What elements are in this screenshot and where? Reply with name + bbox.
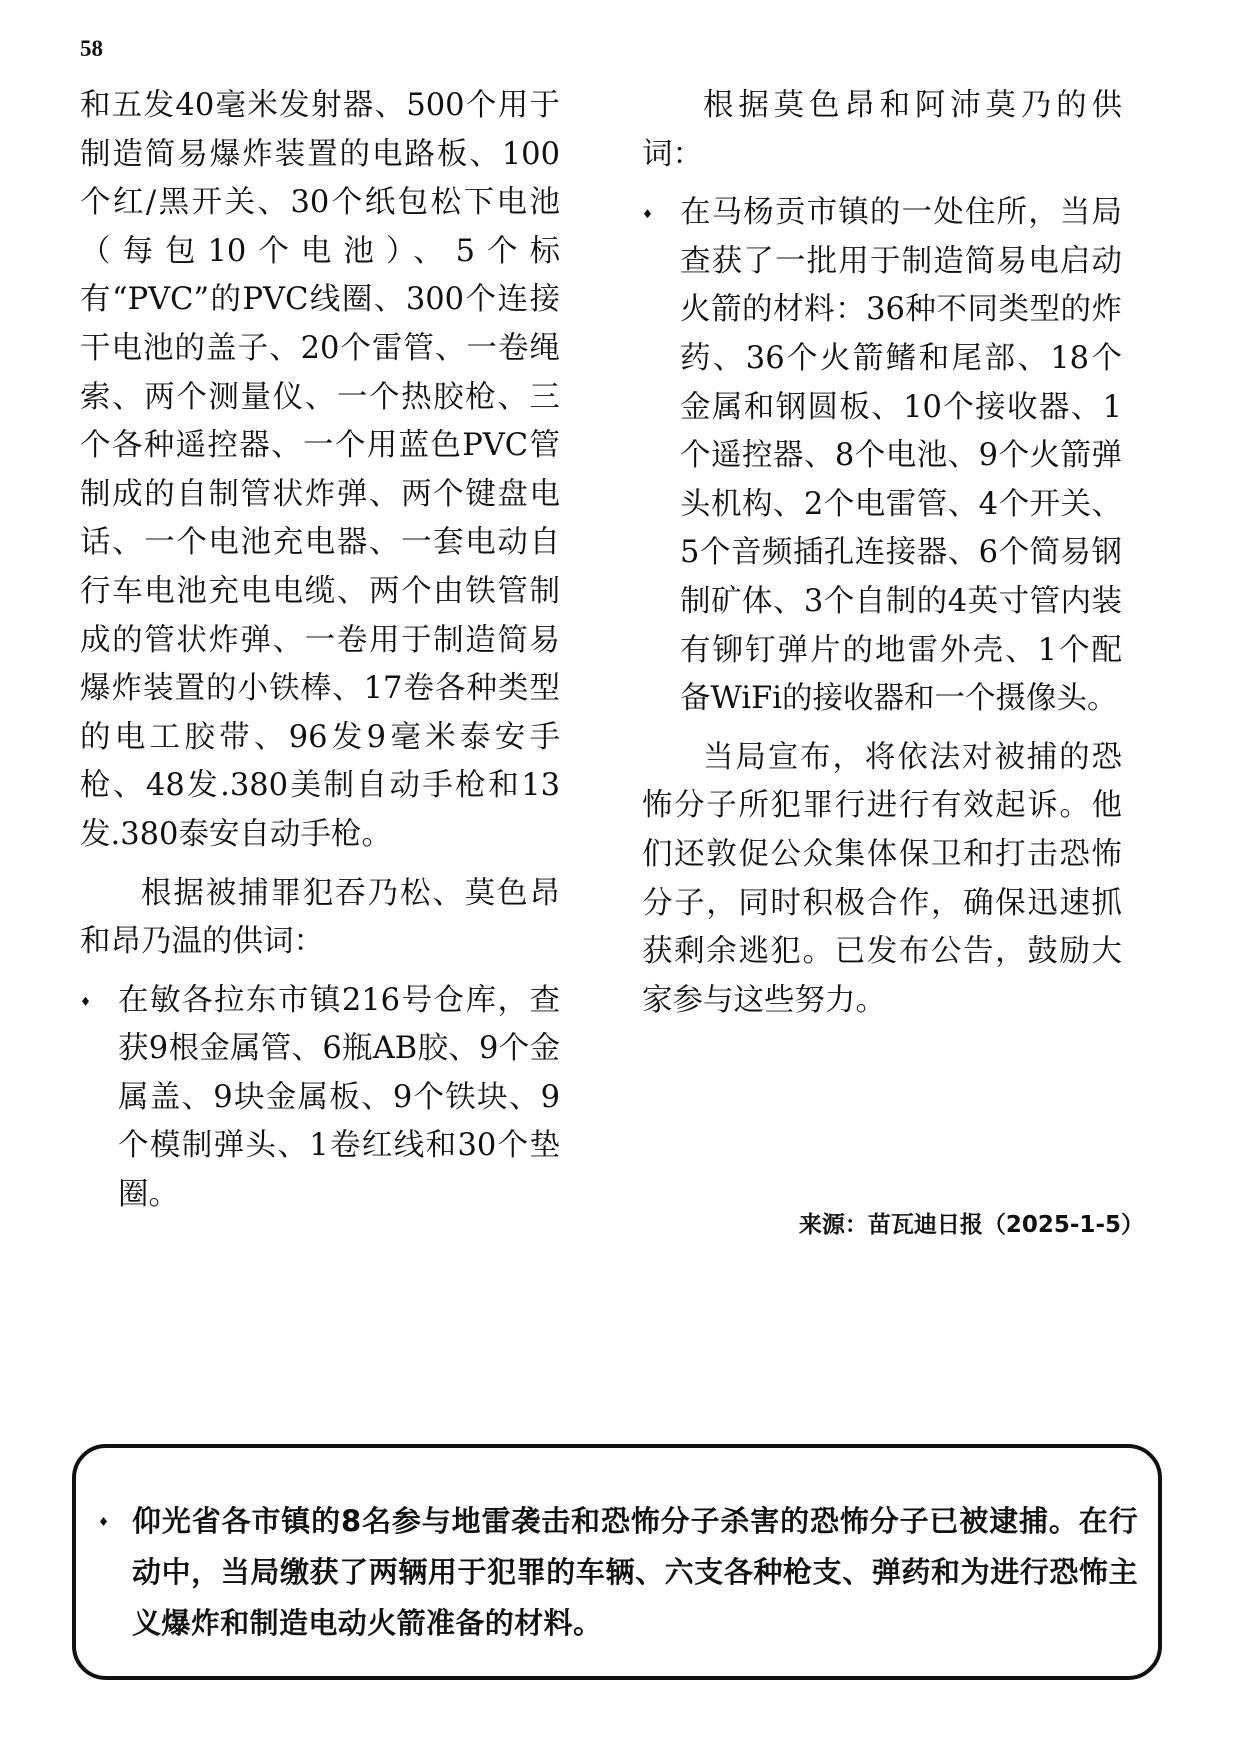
bullet-text: 在马杨贡市镇的一处住所，当局查获了一批用于制造简易电启动火箭的材料：36种不同类型的炸药、36个火箭鳍和尾部、18个金属和钢圆板、10个接收器、1个遥控器、8个电池、9个火箭弹头机构、2个电雷管、4个开关、5个音频插孔连接器、6个简易钢制矿体、3个自制的4英寸管内装有铆钉弹片的地雷外壳、1个配备WiFi的接收器和一个摄像头。	[680, 195, 1122, 717]
left-column	[80, 82, 560, 1220]
continuation-paragraph: 和五发40毫米发射器、500个用于制造简易爆炸装置的电路板、100个红/黑开关、30个纸包松下电池（每包10个电池）、5个标有“PVC”的PVC线圈、300个连接干电池的盖子、20个雷管、一卷绳索、两个测量仪、一个热胶枪、三个各种遥控器、一个用蓝色PVC管制成的自制管状炸弹、两个键盘电话、一个电池充电器、一套电动自行车电池充电电缆、两个由铁管制成的管状炸弹、一卷用于制造简易爆炸装置的小铁棒、17卷各种类型的电工胶带、96发9毫米泰安手枪、48发.380美制自动手枪和13发.380泰安自动手枪。	[80, 88, 560, 852]
closing-paragraph: 当局宣布，将依法对被捕的恐怖分子所犯罪行进行有效起诉。他们还敦促公众集体保卫和打击恐怖分子，同时积极合作，确保迅速抓获剩余逃犯。已发布公告，鼓励大家参与这些努力。	[642, 739, 1122, 1018]
bullet-item	[80, 977, 560, 1220]
summary-box	[72, 1444, 1162, 1680]
source-credit: 来源：苗瓦迪日报（2025-1-5）	[798, 1212, 1144, 1238]
diamond-bullet-icon	[82, 997, 89, 1006]
bullet-text: 在敏各拉东市镇216号仓库，查获9根金属管、6瓶AB胶、9个金属盖、9块金属板、9个铁块、9个模制弹头、1卷红线和30个垫圈。	[118, 982, 560, 1213]
confession-intro-paragraph: 根据被捕罪犯吞乃松、莫色昂和昂乃温的供词：	[80, 875, 560, 960]
page-number: 58	[80, 36, 103, 61]
confession-intro-paragraph: 根据莫色昂和阿沛莫乃的供词：	[642, 88, 1122, 172]
diamond-bullet-icon	[644, 209, 651, 218]
diamond-bullet-icon	[100, 1517, 107, 1526]
bullet-item	[642, 189, 1122, 724]
right-column	[642, 82, 1122, 1025]
summary-text: 仰光省各市镇的8名参与地雷袭击和恐怖分子杀害的恐怖分子已被逮捕。在行动中，当局缴获了两辆用于犯罪的车辆、六支各种枪支、弹药和为进行恐怖主义爆炸和制造电动火箭准备的材料。	[132, 1504, 1138, 1640]
